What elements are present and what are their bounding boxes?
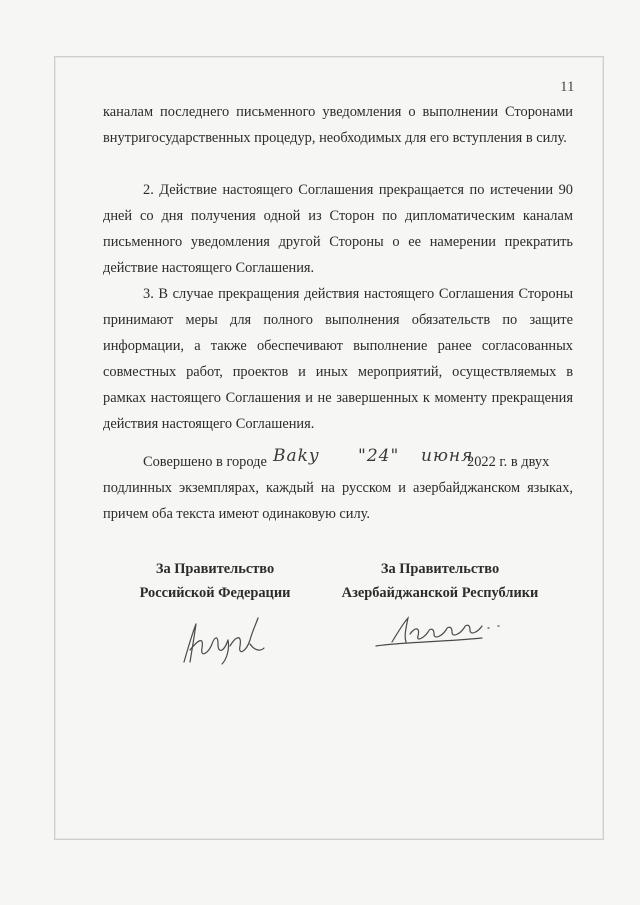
signature-russia: [178, 610, 268, 670]
conclusion-prefix: Совершено в городе: [143, 454, 267, 470]
handwritten-month: июня: [421, 446, 474, 466]
handwritten-city: Baky: [273, 446, 320, 466]
signatory-azerbaijan-line2: Азербайджанской Республики: [341, 585, 539, 601]
page-border: [54, 56, 604, 840]
conclusion-paragraph: [103, 446, 573, 527]
signature-azerbaijan: [372, 612, 512, 652]
signatory-azerbaijan-line1: За Правительство: [380, 561, 500, 577]
signatory-russia: [95, 557, 335, 605]
paragraph-continuation: каналам последнего письменного уведомления о выполнении Сторонами внутригосударственных процедур, необходимых для его вступления в силу.: [103, 104, 573, 146]
page-number: 11: [560, 79, 575, 95]
conclusion-rest: подлинных экземплярах, каждый на русском и азербайджанском языках, причем оба текста имеют одинаковую силу.: [103, 480, 573, 522]
signatory-russia-line2: Российской Федерации: [139, 585, 291, 601]
paragraph-obligations: 3. В случае прекращения действия настоящего Соглашения Стороны принимают меры для полного выполнения обязательств по защите информации, а также обеспечивают выполнение ранее согласованных совместных работ, проектов и иных мероприятий, осуществляемых в рамках настоящего Соглашения и не завершенных к моменту прекращения действия настоящего Соглашения.: [103, 286, 573, 432]
handwritten-day: "24": [358, 446, 400, 466]
signatory-russia-line1: За Правительство: [155, 561, 275, 577]
signatory-azerbaijan: [320, 557, 560, 605]
conclusion-first-line: [103, 446, 573, 475]
conclusion-year: 2022 г. в двух: [467, 454, 550, 470]
paragraph-termination: 2. Действие настоящего Соглашения прекращается по истечении 90 дней со дня получения одной из Сторон по дипломатическим каналам письменного уведомления другой Стороны о ее намерении прекратить действие настоящего Соглашения.: [103, 182, 573, 276]
